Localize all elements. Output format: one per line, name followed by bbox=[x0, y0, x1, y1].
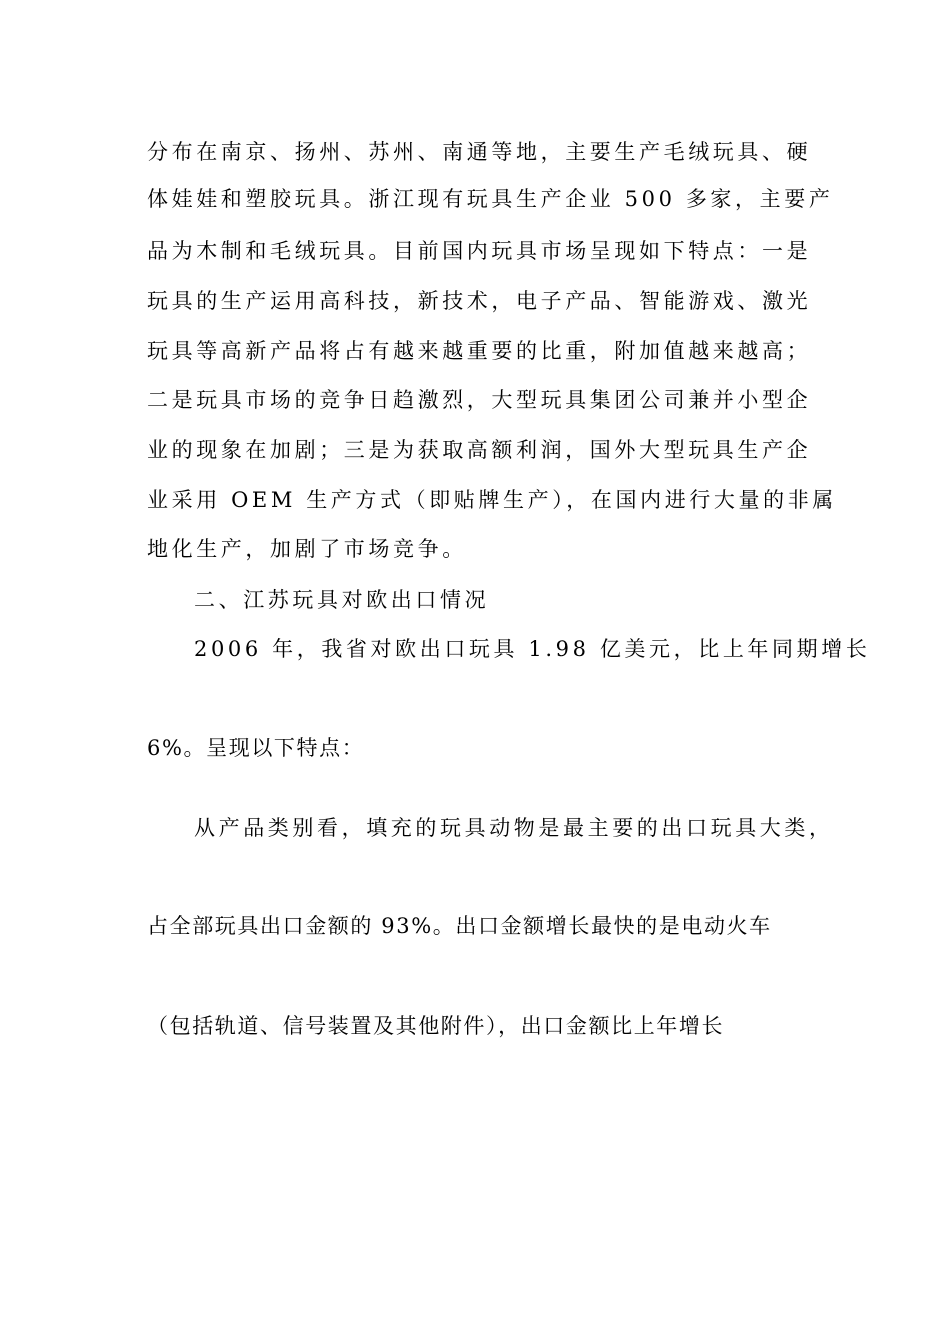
body-text-line: 业的现象在加剧；三是为获取高额利润，国外大型玩具生产企 bbox=[147, 438, 812, 462]
body-text-line: 从产品类别看，填充的玩具动物是最主要的出口玩具大类， bbox=[194, 816, 834, 840]
body-text-line: （包括轨道、信号装置及其他附件），出口金额比上年增长 bbox=[147, 1014, 725, 1038]
body-text-line: 业采用 OEM 生产方式（即贴牌生产），在国内进行大量的非属 bbox=[147, 488, 837, 512]
body-text-line: 2006 年，我省对欧出口玩具 1.98 亿美元，比上年同期增长 bbox=[194, 637, 871, 661]
body-text-line: 二是玩具市场的竞争日趋激烈，大型玩具集团公司兼并小型企 bbox=[147, 388, 812, 412]
body-text-line: 地化生产，加剧了市场竞争。 bbox=[147, 537, 467, 561]
body-text-line: 占全部玩具出口金额的 93%。出口金额增长最快的是电动火车 bbox=[147, 914, 772, 938]
body-text-line: 分布在南京、扬州、苏州、南通等地，主要生产毛绒玩具、硬 bbox=[147, 140, 812, 164]
body-text-line: 体娃娃和塑胶玩具。浙江现有玩具生产企业 500 多家，主要产 bbox=[147, 187, 834, 211]
body-text-line: 玩具等高新产品将占有越来越重要的比重，附加值越来越高； bbox=[147, 339, 812, 363]
body-text-line: 玩具的生产运用高科技，新技术，电子产品、智能游戏、激光 bbox=[147, 289, 812, 313]
body-text-line: 品为木制和毛绒玩具。目前国内玩具市场呈现如下特点：一是 bbox=[147, 239, 812, 263]
section-heading: 二、江苏玩具对欧出口情况 bbox=[194, 588, 490, 612]
body-text-line: 6%。呈现以下特点： bbox=[147, 736, 365, 760]
